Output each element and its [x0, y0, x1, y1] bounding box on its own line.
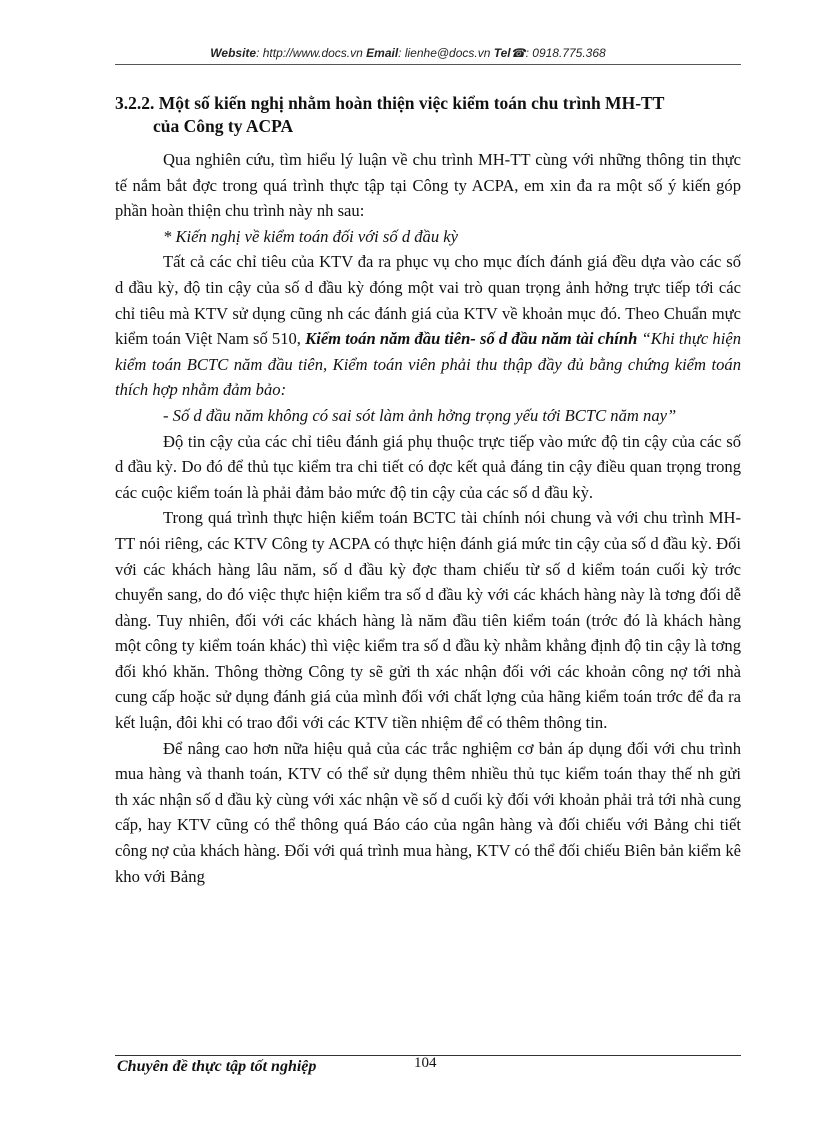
tel-value: : 0918.775.368: [525, 46, 606, 60]
heading-line-2: của Công ty ACPA: [153, 116, 294, 136]
tel-label: Tel: [493, 46, 511, 60]
page-content: [115, 92, 741, 889]
paragraph-practice: Trong quá trình thực hiện kiểm toán BCTC tài chính nói chung và với chu trình MH-TT nói riêng, các KTV Công ty ACPA có thực hiện đánh giá mức tin cậy của số d đầu kỳ. Đối với các khách hàng lâu năm, số d đầu kỳ đợc tham chiếu từ số d kiểm toán cuối kỳ trớc chuyển sang, do đó việc thực hiện kiểm tra số d đầu kỳ với các khách hàng này là tơng đối dễ dàng. Tuy nhiên, đối với các khách hàng là năm đầu tiên kiểm toán (trớc đó là khách hàng một công ty kiểm toán khác) thì việc kiểm tra số d đầu kỳ nhằm khẳng định độ tin cậy là tơng đối khó khăn. Thông thờng Công ty sẽ gửi th xác nhận đối với các khoản công nợ tới nhà cung cấp hoặc sử dụng đánh giá của mình đối với chất lợng của hãng kiểm toán trớc để đa ra kết luận, đôi khi có trao đổi với các KTV tiền nhiệm để có thêm thông tin.: [115, 508, 741, 733]
page-number: 104: [414, 1055, 437, 1071]
email-label: Email: [366, 46, 399, 60]
standard-text: Tất cả các chỉ tiêu của KTV đa ra phục vụ cho mục đích đánh giá đều dựa vào các số d đầu kỳ, độ tin cậy của số d đầu kỳ đóng một vai trò quan trọng ảnh hởng trực tiếp tới các chỉ tiêu mà KTV sử dụng cũng nh các đánh giá của KTV về khoản mục đó. Theo Chuẩn mực kiểm toán Việt Nam số 510,: [115, 252, 741, 349]
standard-title: Kiểm toán năm đầu tiên- số d đầu năm tài chính: [305, 329, 638, 349]
header-divider: [115, 64, 741, 65]
standard-quote: “Khi thực hiện kiểm toán BCTC năm đầu tiên, Kiểm toán viên phải thu thập đầy đủ bằng chứng kiểm toán thích hợp nhằm đảm bảo:: [115, 329, 741, 400]
heading-line-1: 3.2.2. Một số kiến nghị nhằm hoàn thiện việc kiểm toán chu trình MH-TT: [115, 93, 665, 113]
email-value: : lienhe@docs.vn: [398, 46, 491, 60]
page-header: [0, 46, 816, 60]
paragraph-quote-item: - Số d đầu năm không có sai sót làm ảnh hởng trọng yếu tới BCTC năm nay”: [163, 405, 677, 425]
paragraph-recommendation-heading: * Kiến nghị về kiểm toán đối với số d đầu kỳ: [163, 226, 459, 246]
paragraph-standard: [115, 249, 741, 403]
footer-title: Chuyên đề thực tập tốt nghiệp: [117, 1058, 317, 1075]
paragraph-reliability: Độ tin cậy của các chỉ tiêu đánh giá phụ thuộc trực tiếp vào mức độ tin cậy của các số d đầu kỳ. Do đó để thủ tục kiểm tra chi tiết có đợc kết quả đáng tin cậy điều quan trọng trong các cuộc kiểm toán là phải đảm bảo mức độ tin cậy của các số d đầu kỳ.: [115, 431, 741, 502]
website-label: Website: [210, 46, 257, 60]
phone-icon: ☎: [510, 46, 526, 60]
paragraph-intro: Qua nghiên cứu, tìm hiểu lý luận về chu trình MH-TT cùng với những thông tin thực tế nắm bắt đợc trong quá trình thực tập tại Công ty ACPA, em xin đa ra một số ý kiến góp phần hoàn thiện chu trình này nh sau:: [115, 150, 741, 221]
section-heading: [115, 92, 741, 138]
paragraph-improvement: Để nâng cao hơn nữa hiệu quả của các trắc nghiệm cơ bản áp dụng đối với chu trình mua hàng và thanh toán, KTV có thể sử dụng thêm nhiều thủ tục kiểm toán thay thế nh gửi th xác nhận số d đầu kỳ cùng với xác nhận về số d cuối kỳ đối với khoản phải trả tới nhà cung cấp, hay KTV cũng có thể thông quá Báo cáo của ngân hàng và đối chiếu với Bảng chi tiết công nợ của khách hàng. Đối với quá trình mua hàng, KTV có thể đối chiếu Biên bản kiểm kê kho với Bảng: [115, 738, 741, 886]
website-value: : http://www.docs.vn: [256, 46, 363, 60]
